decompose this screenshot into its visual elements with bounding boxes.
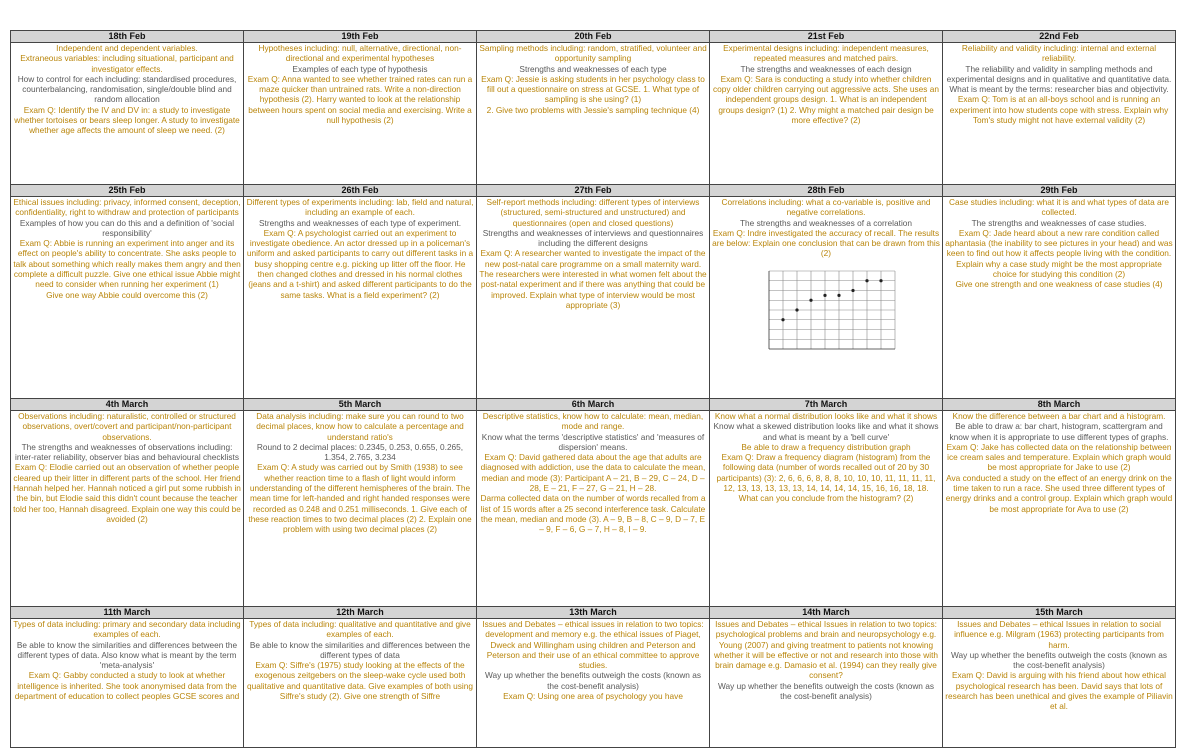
topic-line: Know what a normal distribution looks like and what it shows [714, 411, 938, 421]
topic-content [479, 43, 707, 184]
topic-line: Examples of each type of hypothesis [292, 63, 428, 74]
topic-line: Way up whether the benefits outweigh the costs (known as the cost-benefit analysis) [951, 649, 1167, 671]
exam-question: Exam Q: Identify the IV and DV in: a study to investigate whether tortoises or bears sleep longer. A study to investigate whether age affects the amount of sleep we need. (2) [14, 104, 240, 136]
topic-cell [943, 43, 1176, 185]
date-header: 7th March [710, 399, 943, 411]
date-header-row [11, 399, 1176, 411]
topic-cell [244, 197, 477, 399]
topic-line: Experimental designs including: independent measures, repeated measures and matched pairs. [723, 43, 929, 64]
exam-question: Exam Q: David is arguing with his friend about how ethical psychological research has been. David says that lots of research has been unethical and gives the example of Piliavin et al. [945, 670, 1173, 712]
topic-line: The strengths and weaknesses of each design [740, 63, 912, 74]
exam-question: Exam Q: Jake has collected data on the relationship between ice cream sales and temperature. Explain which graph would be most appropriate for Jake to use (2) [946, 441, 1172, 473]
exam-question: Exam Q: A study was carried out by Smith (1938) to see whether reaction time to a flash of light would inform understanding of the different hemispheres of the brain. The mean time for left-handed and right handed responses were recorded as 0.248 and 0.251 milliseconds. 1. Give each of these reaction times to two decimal places (2) 2. Explain one problem with using two decimal places (2) [248, 462, 472, 535]
topic-cell [477, 197, 710, 399]
topic-line: Ava conducted a study on the effect of an energy drink on the time taken to run a race. She used three different types of energy drinks and a control group. Explain which graph would be most appropriate for Ava to use (2) [945, 472, 1173, 514]
exam-question: Exam Q: Siffre's (1975) study looking at the effects of the exogenous zeitgebers on the sleep-wake cycle used both qualitative and quantitative data. Give examples of both using Siffre's study (2). Give one strength of Siffre [246, 660, 473, 702]
exam-question: Exam Q: Draw a frequency diagram (histogram) from the following data (number of words recalled out of 20 by 30 participants) (3): 2, 6, 6, 6, 8, 8, 8, 10, 10, 10, 11, 11, 11, 11, 12, 13, 13, 13, 13, 13, 14, 14, 14, 14, 15, 16, 16, 18, 18. [716, 452, 936, 494]
topic-line: Know what a skewed distribution looks like and what it shows and what is meant by a 'bell curve' [713, 421, 939, 442]
exam-question: Exam Q: A researcher wanted to investigate the impact of the new post-natal care programme on a small maternity ward. The researchers were interested in what women felt about the post-natal experiment and if there was anything that could be improved. Explain what type of interview would be most appropriate (3) [479, 248, 707, 310]
topic-content [479, 197, 707, 398]
date-header: 26th Feb [244, 185, 477, 197]
date-header: 15th March [943, 607, 1176, 619]
content-row [11, 43, 1176, 185]
topic-content [246, 197, 474, 398]
topic-content [712, 619, 940, 747]
topic-line: What can you conclude from the histogram? (2) [738, 493, 914, 504]
exam-question: Exam Q: Jade heard about a new rare condition called aphantasia (the inability to see pictures in your head) and was keen to find out how it affects people living with the condition. Explain why a case study might be the most appropriate choice for studying this condition (2) [945, 227, 1173, 280]
exam-question: Exam Q: A psychologist carried out an experiment to investigate obedience. An actor dressed up in a policeman's uniform and asked participants to carry out different tasks in a busy shopping centre e.g. picking up litter off the floor. He then changed clothes and dressed in his normal clothes (jeans and a t-shirt) and asked different participants to do the same tasks. What is a field experiment? (2) [246, 227, 474, 300]
date-header: 14th March [710, 607, 943, 619]
topic-line: The reliability and validity in sampling methods and experimental designs and in qualitative and quantitative data. What is meant by the terms: researcher bias and objectivity. [946, 63, 1172, 95]
date-header: 18th Feb [11, 31, 244, 43]
topic-line: Types of data including: qualitative and quantitative and give examples of each. [249, 619, 471, 640]
topic-line: Be able to draw a frequency distribution graph [741, 441, 911, 452]
data-point [879, 279, 882, 282]
date-header: 11th March [11, 607, 244, 619]
topic-line: Give one strength and one weakness of case studies (4) [955, 279, 1163, 290]
recall-scatter-chart [751, 265, 901, 361]
exam-question: Exam Q: Abbie is running an experiment into anger and its effect on people's ability to concentrate. She asks people to talk about something which really makes them angry and then complete a difficult puzzle. Give one ethical issue Abbie might need to consider when running her experiment (1) [13, 238, 241, 290]
exam-question: Exam Q: Indre investigated the accuracy of recall. The results are below: Explain one conclusion that can be drawn from this (2) [712, 227, 940, 259]
date-header: 5th March [244, 399, 477, 411]
topic-line: Know the difference between a bar chart and a histogram. [952, 411, 1166, 421]
content-row [11, 411, 1176, 607]
topic-line: Know what the terms 'descriptive statistics' and 'measures of dispersion' means. [481, 431, 705, 452]
topic-line: Sampling methods including: random, stratified, volunteer and opportunity sampling [479, 43, 707, 64]
topic-line: Data analysis including: make sure you can round to two decimal places, know how to calculate a percentage and understand ratio's [256, 411, 464, 442]
exam-question: Exam Q: Jessie is asking students in her psychology class to fill out a questionnaire on stress at GCSE. 1. What type of sampling is she using? (1) [481, 73, 705, 105]
topic-line: The strengths and weaknesses of observations including: inter-rater reliability, observer bias and behavioural checklists [15, 441, 239, 463]
topic-line: Correlations including: what a co-variable is, positive and negative correlations. [721, 197, 931, 218]
content-row [11, 619, 1176, 748]
topic-content [13, 43, 241, 184]
date-header: 25th Feb [11, 185, 244, 197]
topic-content [246, 43, 474, 184]
topic-line: Examples of how you can do this and a definition of 'social responsibility' [19, 217, 235, 238]
topic-cell [477, 619, 710, 748]
date-header: 22nd Feb [943, 31, 1176, 43]
date-header: 4th March [11, 399, 244, 411]
topic-line: Observations including: naturalistic, controlled or structured observations, overt/covert and participant/non-participant observations. [18, 411, 236, 442]
topic-cell [710, 411, 943, 607]
topic-line: How to control for each including: standardised procedures, counterbalancing, randomisation, single/double blind and random allocation [17, 73, 237, 105]
exam-question: Exam Q: Gabby conducted a study to look at whether intelligence is inherited. She took anonymised data from the department of education to collect peoples GCSE scores and [14, 670, 240, 702]
topic-cell [943, 411, 1176, 607]
topic-cell [11, 43, 244, 185]
topic-line: Darma collected data on the number of words recalled from a list of 15 words after a 25 second interference task. Calculate the mean, median and mode (3). A – 9, B – 8, C – 9, D – 7, E – 9, F – 6, G – 7, H – 8, I – 9. [480, 493, 706, 535]
data-point [781, 318, 784, 321]
topic-content [13, 619, 241, 747]
topic-cell [710, 43, 943, 185]
topic-line: Strengths and weaknesses of interviews and questionnaires including the different designs [482, 227, 704, 249]
topic-line: Self-report methods including: different types of interviews (structured, semi-structured and unstructured) and questionnaires (open and closed questions) [486, 197, 700, 228]
topic-line: Issues and Debates – ethical Issues in relation to two topics: psychological problems and brain and neuropsychology e.g. Young (2007) and giving treatment to patients not knowing whether it will be effective or not and research into those with brain damage e.g. Damasio et al. (1994) can they really give consent? [714, 619, 938, 681]
data-point [837, 294, 840, 297]
topic-content [246, 411, 474, 606]
date-header: 19th Feb [244, 31, 477, 43]
exam-question: Exam Q: Using one area of psychology you have [503, 691, 683, 702]
topic-cell [11, 619, 244, 748]
topic-content [945, 197, 1173, 398]
date-header: 13th March [477, 607, 710, 619]
topic-line: Strengths and weaknesses of each type of experiment. [258, 217, 461, 228]
topic-content [13, 411, 241, 606]
topic-line: Round to 2 decimal places: 0.2345, 0.253, 0.655, 0.265, 1.354, 2.765, 3.234 [256, 441, 464, 463]
exam-question: Exam Q: David gathered data about the age that adults are diagnosed with addiction, use the data to calculate the mean, median and mode (3): Participant A – 21, B – 29, C – 24, D – 28, E – 21, F – 27, G – 21, H – 28. [480, 452, 706, 494]
topic-cell [477, 411, 710, 607]
topic-line: Issues and Debates – ethical issues in relation to two topics: development and memory e.g. the ethical issues of Piaget, Dweck and Willingham using children and Peterson and Peterson and their use of an ethical committee to approve studies. [482, 619, 704, 671]
data-point [823, 294, 826, 297]
date-header: 29th Feb [943, 185, 1176, 197]
exam-question: Exam Q: Tom is at an all-boys school and is running an experiment into how students cope with stress. Explain why Tom's study might not have external validity (2) [949, 94, 1169, 126]
topic-line: Types of data including: primary and secondary data including examples of each. [13, 619, 241, 640]
topic-content [945, 619, 1173, 747]
date-header: 20th Feb [477, 31, 710, 43]
topic-line: Ethical issues including: privacy, informed consent, deception, confidentiality, right to withdraw and protection of participants [13, 197, 241, 218]
data-point [851, 289, 854, 292]
topic-line: Issues and Debates – ethical Issues in relation to social influence e.g. Milgram (1963) protecting participants from harm. [954, 619, 1164, 650]
topic-line: Give one way Abbie could overcome this (2) [46, 289, 208, 300]
topic-line: Extraneous variables: including situational, participant and investigator effects. [20, 53, 234, 74]
date-header-row [11, 185, 1176, 197]
topic-cell [477, 43, 710, 185]
data-point [809, 298, 812, 301]
topic-line: Reliability and validity including: internal and external reliability. [961, 43, 1157, 64]
topic-content [246, 619, 474, 747]
date-header: 21st Feb [710, 31, 943, 43]
date-header: 28th Feb [710, 185, 943, 197]
content-row [11, 197, 1176, 399]
topic-cell [710, 197, 943, 399]
topic-line: Strengths and weaknesses of each type [519, 63, 667, 74]
topic-line: 2. Give two problems with Jessie's sampling technique (4) [486, 104, 700, 115]
topic-content [479, 411, 707, 606]
topic-line: Case studies including: what it is and what types of data are collected. [949, 197, 1169, 218]
date-header: 8th March [943, 399, 1176, 411]
topic-cell [11, 411, 244, 607]
topic-cell [11, 197, 244, 399]
topic-cell [244, 619, 477, 748]
topic-content [479, 619, 707, 747]
data-point [795, 308, 798, 311]
topic-line: Be able to know the similarities and differences between the different types of data. Also know what is meant by the term 'meta-analysis' [16, 639, 238, 671]
topic-line: Be able to know the similarities and differences between the different types of data [249, 639, 471, 660]
topic-content [945, 411, 1173, 606]
revision-timetable [10, 30, 1175, 750]
topic-line: Different types of experiments including: lab, field and natural, including an example of each. [246, 197, 474, 218]
topic-line: The strengths and weaknesses of case studies. [971, 217, 1147, 228]
date-header: 12th March [244, 607, 477, 619]
topic-line: Hypotheses including: null, alternative, directional, non-directional and experimental hypotheses [258, 43, 462, 64]
topic-cell [244, 411, 477, 607]
topic-line: The strengths and weaknesses of a correlation [739, 217, 913, 228]
date-header-row [11, 607, 1176, 619]
topic-content [712, 411, 940, 606]
topic-line: Way up whether the benefits outweigh the costs (known as the cost-benefit analysis) [718, 680, 934, 702]
topic-content [13, 197, 241, 398]
topic-line: Way up whether the benefits outweigh the costs (known as the cost-benefit analysis) [485, 670, 701, 691]
date-header: 6th March [477, 399, 710, 411]
topic-content [712, 197, 940, 398]
topic-line: Descriptive statistics, know how to calculate: mean, median, mode and range. [482, 411, 704, 432]
topic-cell [244, 43, 477, 185]
timetable-grid [10, 30, 1176, 748]
data-point [865, 279, 868, 282]
exam-question: Exam Q: Elodie carried out an observation of whether people cleared up their litter in different parts of the school. Her friend Hannah helped her. Hannah noticed a girl put some rubbish in the bin, but Elodie said this didn't count because the teacher told her too, Hannah disagreed. Explain one way this could be avoided (2) [13, 462, 241, 524]
topic-cell [710, 619, 943, 748]
topic-content [945, 43, 1173, 184]
topic-cell [943, 197, 1176, 399]
topic-cell [943, 619, 1176, 748]
topic-line: Independent and dependent variables. [56, 43, 198, 53]
exam-question: Exam Q: Sara is conducting a study into whether children copy older children carrying out aggressive acts. She uses an independent groups design. 1. What is an independent groups design? (1) 2. Why might a matched pair design be more effective? (2) [713, 73, 939, 126]
topic-line: Be able to draw a: bar chart, histogram, scattergram and know when it is appropriate to use different types of graphs. [949, 421, 1169, 442]
date-header-row [11, 31, 1176, 43]
date-header: 27th Feb [477, 185, 710, 197]
exam-question: Exam Q: Anna wanted to see whether trained rates can run a maze quicker than untrained rats. Write a non-direction hypothesis (2). Harry wanted to look at the relationship between hours spent on social media and exercising. Write a null hypothesis (2) [247, 73, 473, 126]
topic-content [712, 43, 940, 184]
